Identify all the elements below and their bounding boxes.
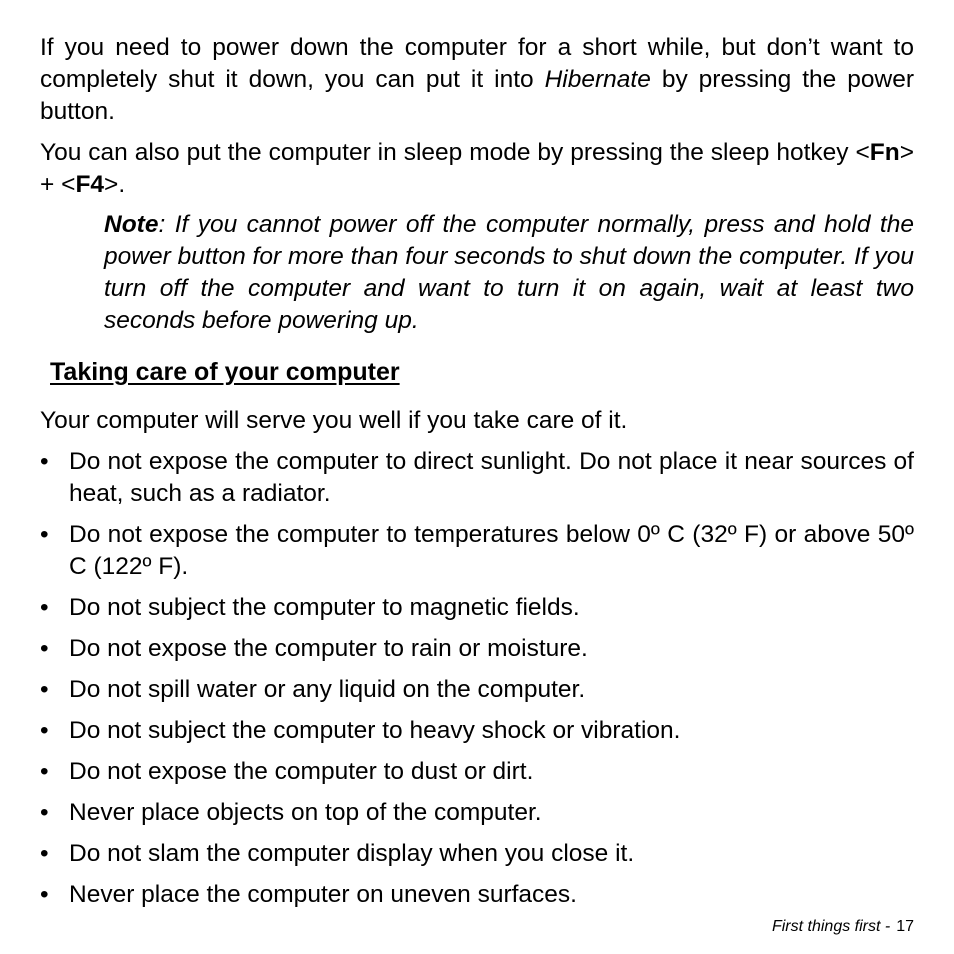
footer-chapter-title: First things first - [771, 918, 891, 935]
hibernate-term: Hibernate [544, 66, 651, 93]
list-item [40, 674, 914, 706]
section-intro: Your computer will serve you well if you take care of it. [40, 407, 628, 434]
note-text: : If you cannot power off the computer normally, press and hold the power button for more than four seconds to shut down the computer. If you turn off the computer and want to turn it on again, wait at least two seconds before powering up. [104, 211, 914, 334]
bullet-marker: • [40, 717, 49, 744]
bullet-marker: • [40, 758, 49, 785]
section-heading: Taking care of your computer [50, 358, 400, 386]
bullet-marker: • [40, 448, 49, 475]
f4-key: F4 [75, 171, 105, 198]
bullet-marker: • [40, 521, 49, 548]
list-item [40, 879, 914, 911]
list-item [40, 519, 914, 583]
list-item [40, 633, 914, 665]
note-label: Note [104, 211, 159, 238]
list-item [40, 797, 914, 829]
list-item-text: Never place the computer on uneven surfaces. [69, 881, 577, 908]
list-item [40, 715, 914, 747]
page-number: 17 [896, 918, 914, 935]
list-item-text: Do not slam the computer display when you close it. [69, 840, 635, 867]
sleep-text-before: You can also put the computer in sleep mode by pressing the sleep hotkey < [40, 139, 870, 166]
list-item-text: Never place objects on top of the computer. [69, 799, 542, 826]
hibernate-text-after: by pressing the power button. [40, 66, 914, 125]
hibernate-paragraph [40, 32, 914, 128]
sleep-paragraph [40, 137, 914, 201]
bullet-marker: • [40, 840, 49, 867]
list-item [40, 838, 914, 870]
list-item [40, 592, 914, 624]
bullet-marker: • [40, 594, 49, 621]
list-item-text: Do not spill water or any liquid on the computer. [69, 676, 586, 703]
hibernate-text-before: If you need to power down the computer for a short while, but don’t want to completely shut it down, you can put it into [40, 34, 914, 93]
sleep-text-mid: > + < [40, 139, 914, 198]
list-item-text: Do not expose the computer to dust or dirt. [69, 758, 534, 785]
fn-key: Fn [869, 139, 900, 166]
list-item-text: Do not expose the computer to rain or moisture. [69, 635, 588, 662]
bullet-marker: • [40, 799, 49, 826]
list-item [40, 756, 914, 788]
note-paragraph [104, 209, 914, 337]
list-item-text: Do not expose the computer to temperatures below 0º C (32º F) or above 50º C (122º F). [69, 521, 914, 580]
sleep-text-after: >. [104, 171, 126, 198]
care-bullet-list [40, 446, 914, 920]
bullet-marker: • [40, 676, 49, 703]
list-item [40, 446, 914, 510]
list-item-text: Do not expose the computer to direct sunlight. Do not place it near sources of heat, such as a radiator. [69, 448, 914, 507]
bullet-marker: • [40, 635, 49, 662]
page-footer [772, 916, 914, 938]
list-item-text: Do not subject the computer to heavy shock or vibration. [69, 717, 681, 744]
bullet-marker: • [40, 881, 49, 908]
list-item-text: Do not subject the computer to magnetic fields. [69, 594, 580, 621]
